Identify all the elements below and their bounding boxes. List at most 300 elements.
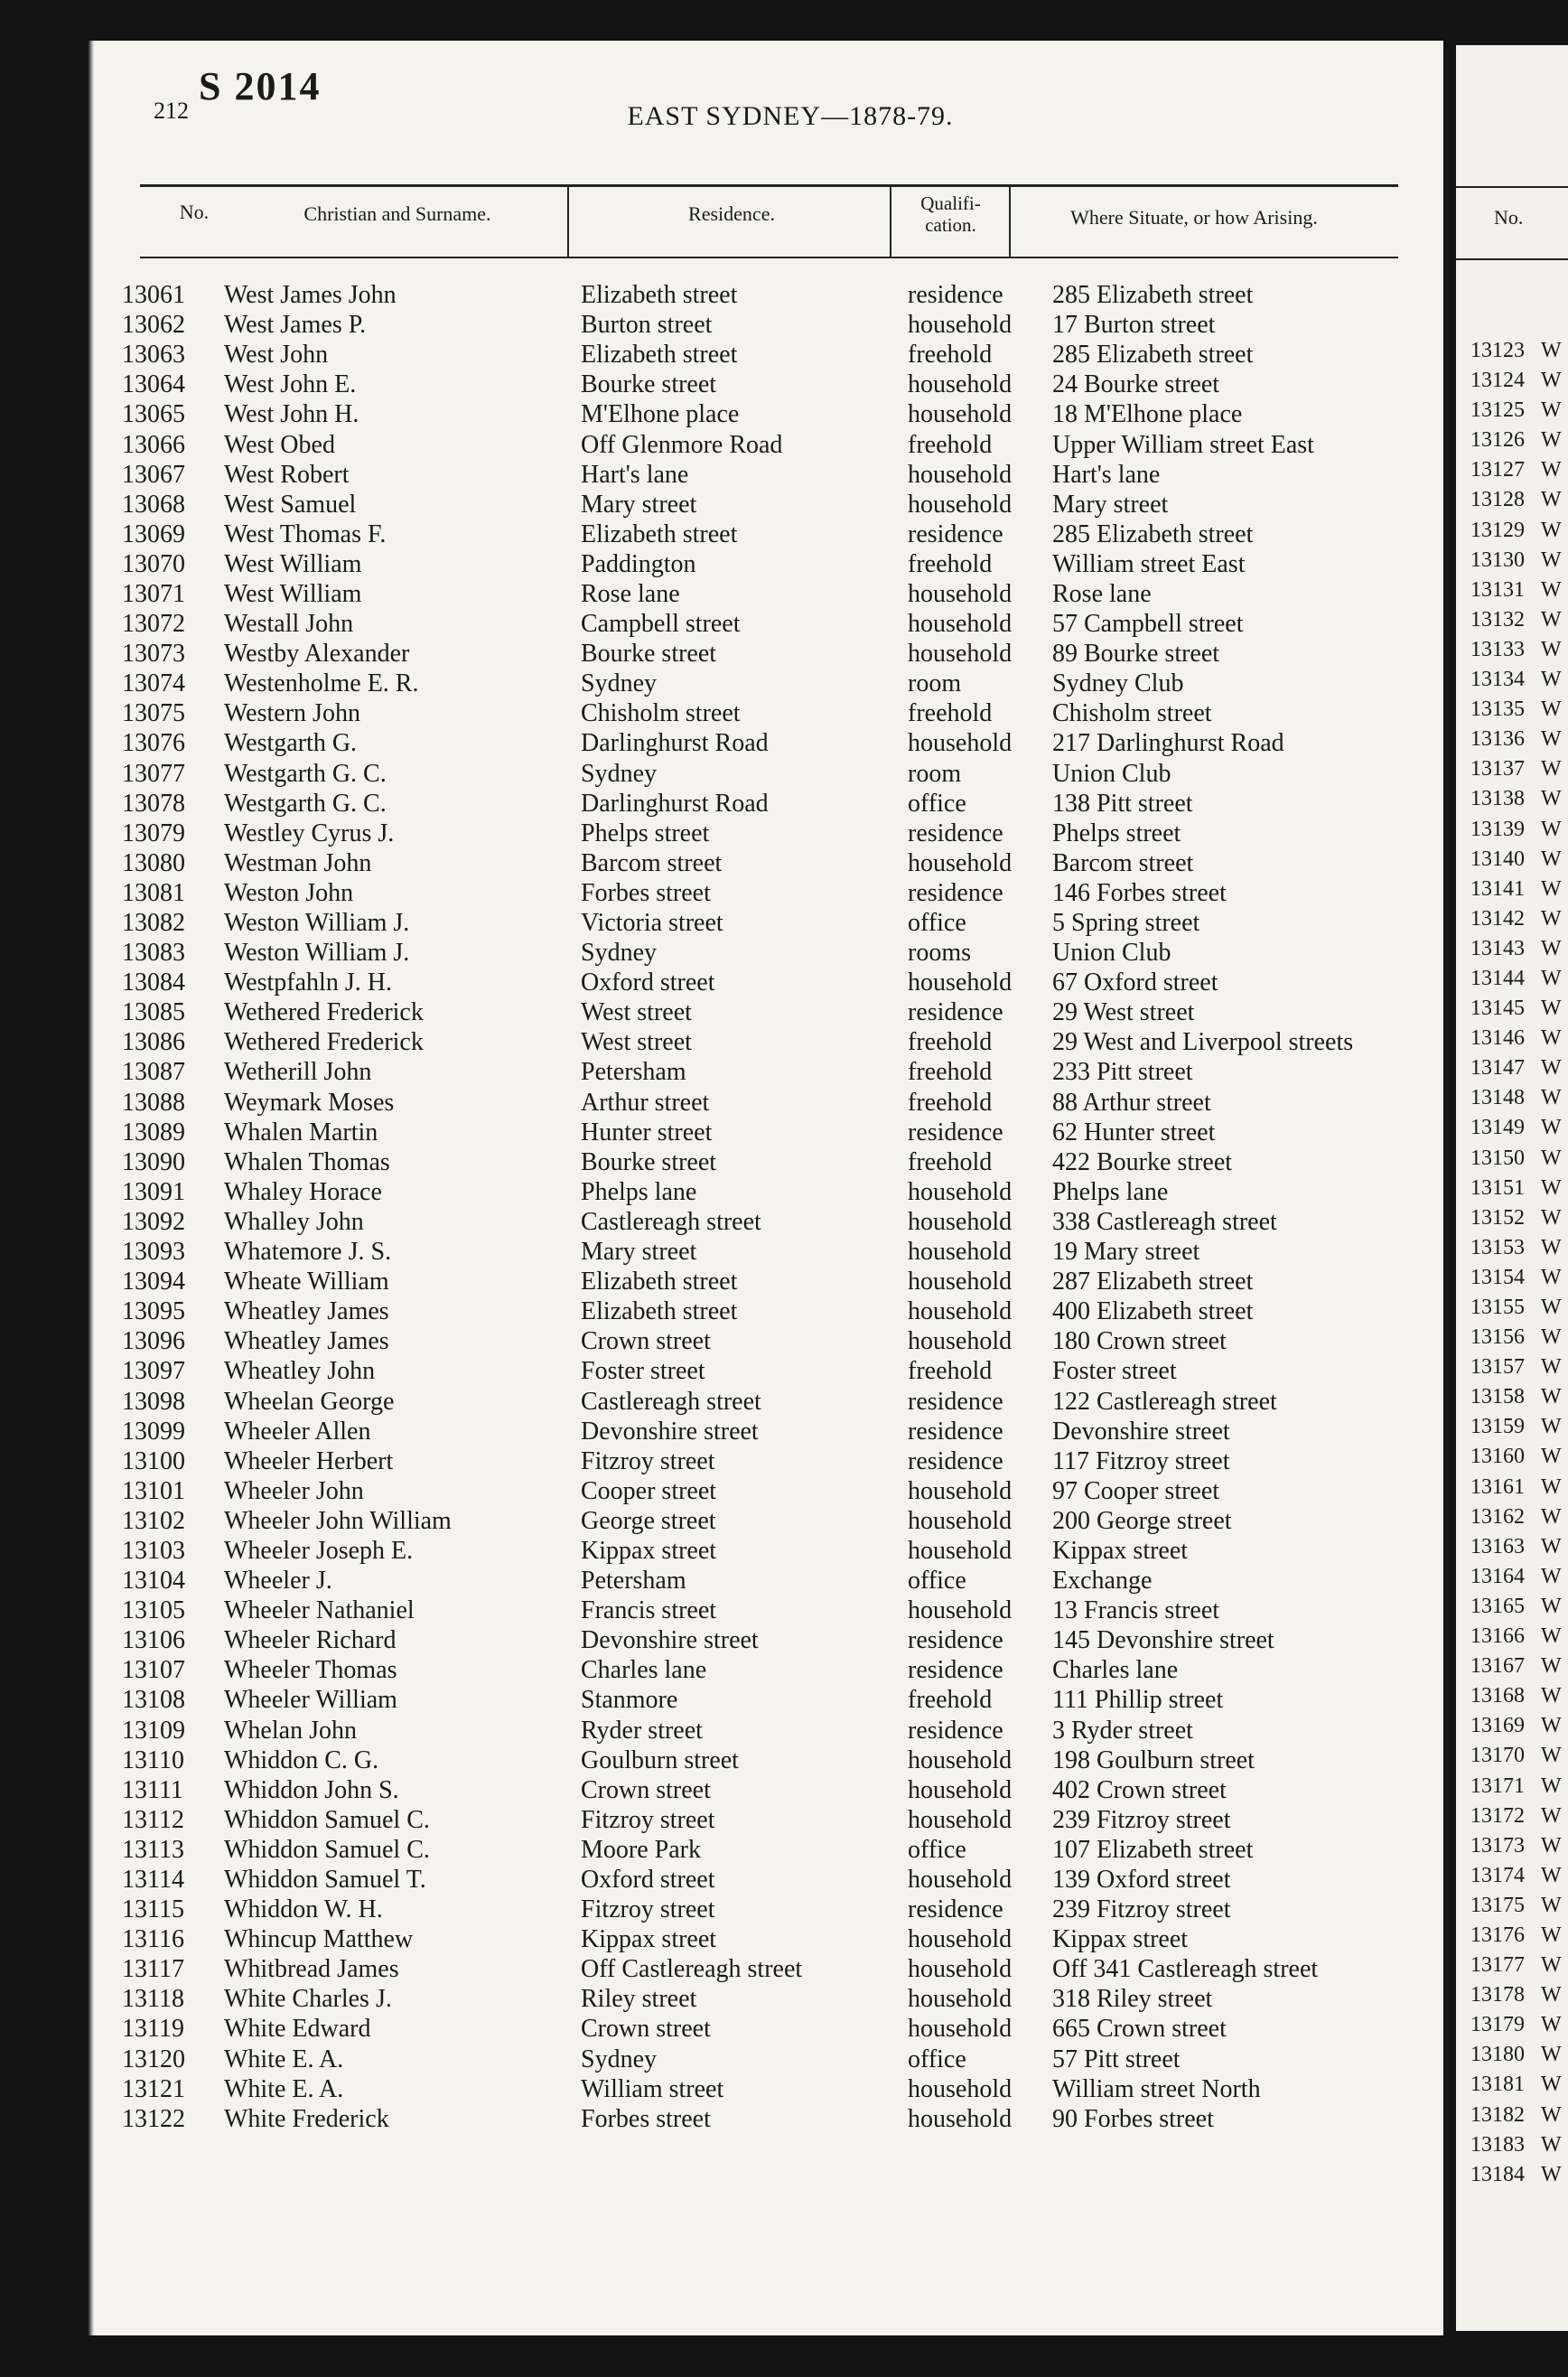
adjacent-row: [1470, 1801, 1562, 1831]
adjacent-entry-initial: W: [1541, 2043, 1562, 2067]
entry-name: White Charles J.: [224, 1985, 392, 2014]
entry-where: 107 Elizabeth street: [1052, 1835, 1254, 1864]
entry-number: 13068: [122, 490, 185, 519]
entry-qualification: office: [908, 1567, 966, 1596]
entry-where: 62 Hunter street: [1052, 1118, 1216, 1146]
table-row: [122, 399, 1414, 429]
adjacent-entry-initial: W: [1541, 369, 1562, 393]
entry-residence: Foster street: [581, 1357, 705, 1386]
entry-where: 24 Bourke street: [1052, 370, 1220, 399]
entry-name: Westman John: [224, 848, 372, 877]
adjacent-entry-number: 13131: [1470, 577, 1525, 602]
adjacent-entry-number: 13141: [1470, 876, 1525, 901]
entry-name: Wetherill John: [224, 1058, 372, 1087]
entry-where: 146 Forbes street: [1052, 878, 1227, 907]
entry-where: 239 Fitzroy street: [1052, 1895, 1231, 1924]
entry-qualification: freehold: [908, 1147, 993, 1176]
entry-where: Barcom street: [1052, 848, 1194, 877]
entry-qualification: household: [908, 969, 1013, 997]
adjacent-entry-number: 13165: [1470, 1594, 1525, 1618]
adjacent-entry-initial: W: [1541, 1086, 1562, 1110]
entry-qualification: residence: [908, 1626, 1003, 1655]
adjacent-row: [1470, 1323, 1562, 1352]
entry-number: 13082: [122, 909, 185, 938]
entry-name: Wheatley John: [224, 1357, 376, 1386]
column-header-no: No.: [179, 201, 210, 223]
entry-where: 57 Pitt street: [1052, 2045, 1181, 2073]
entry-number: 13107: [122, 1656, 185, 1685]
adjacent-row: [1470, 1592, 1562, 1622]
adjacent-entry-number: 13170: [1470, 1744, 1525, 1768]
entry-where: Hart's lane: [1052, 460, 1161, 489]
entry-number: 13071: [122, 579, 185, 608]
entry-where: 318 Riley street: [1052, 1985, 1213, 2014]
adjacent-row: [1470, 1233, 1562, 1263]
table-row: [122, 819, 1414, 848]
entry-qualification: household: [908, 1476, 1013, 1505]
entry-where: 180 Crown street: [1052, 1327, 1227, 1356]
entry-residence: Campbell street: [581, 610, 741, 639]
entry-number: 13070: [122, 549, 185, 578]
entry-name: Weston John: [224, 878, 354, 907]
entry-number: 13087: [122, 1058, 185, 1087]
adjacent-entry-number: 13151: [1470, 1175, 1525, 1200]
entry-residence: Oxford street: [581, 1866, 715, 1895]
adjacent-entry-initial: W: [1541, 2102, 1562, 2127]
table-row: [122, 1417, 1414, 1446]
entry-number: 13088: [122, 1088, 185, 1117]
adjacent-row: [1470, 336, 1562, 366]
column-header-name: Christian and Surname.: [303, 202, 491, 225]
entry-qualification: residence: [908, 1417, 1003, 1446]
entry-residence: Petersham: [581, 1567, 686, 1596]
entry-where: 88 Arthur street: [1052, 1088, 1211, 1117]
adjacent-entry-number: 13143: [1470, 936, 1525, 960]
entry-residence: Elizabeth street: [581, 1297, 738, 1326]
adjacent-entry-initial: W: [1541, 1773, 1562, 1798]
adjacent-entry-initial: W: [1541, 1833, 1562, 1858]
adjacent-entry-number: 13138: [1470, 787, 1525, 811]
entry-qualification: household: [908, 1596, 1013, 1625]
entry-where: 90 Forbes street: [1052, 2104, 1214, 2133]
entry-where: 13 Francis street: [1052, 1596, 1220, 1625]
adjacent-entry-initial: W: [1541, 1205, 1562, 1230]
table-row: [122, 1326, 1414, 1356]
entry-qualification: office: [908, 1835, 966, 1864]
entry-qualification: household: [908, 370, 1013, 399]
adjacent-entry-number: 13128: [1470, 488, 1525, 512]
adjacent-entry-initial: W: [1541, 1355, 1562, 1380]
table-row: [122, 1267, 1414, 1296]
adjacent-entry-number: 13173: [1470, 1833, 1525, 1858]
adjacent-entry-number: 13129: [1470, 518, 1525, 542]
adjacent-row: [1470, 1681, 1562, 1711]
adjacent-entry-number: 13161: [1470, 1474, 1525, 1499]
table-row: [122, 1207, 1414, 1237]
entry-name: Whincup Matthew: [224, 1925, 414, 1954]
entry-name: Westenholme E. R.: [224, 669, 419, 698]
table-row: [122, 1536, 1414, 1566]
adjacent-entry-number: 13145: [1470, 997, 1525, 1021]
adjacent-entry-initial: W: [1541, 1803, 1562, 1828]
entry-where: Off 341 Castlereagh street: [1052, 1955, 1319, 1984]
adjacent-row: [1470, 1053, 1562, 1083]
entry-residence: Oxford street: [581, 969, 715, 997]
adjacent-row: [1470, 1263, 1562, 1293]
entry-name: West William: [224, 549, 362, 578]
adjacent-row: [1470, 546, 1562, 576]
entry-residence: Goulburn street: [581, 1745, 739, 1774]
entry-qualification: freehold: [908, 549, 993, 578]
entry-where: Rose lane: [1052, 579, 1152, 608]
entry-qualification: office: [908, 2045, 966, 2073]
table-row: [122, 1296, 1414, 1326]
adjacent-row: [1470, 934, 1562, 964]
adjacent-entry-initial: W: [1541, 1654, 1562, 1679]
entry-name: Wheeler John: [224, 1476, 364, 1505]
adjacent-entry-number: 13149: [1470, 1116, 1525, 1140]
adjacent-entry-initial: W: [1541, 668, 1562, 692]
entry-name: Wheeler William: [224, 1686, 397, 1715]
adjacent-entry-initial: W: [1541, 847, 1562, 871]
entry-residence: Bourke street: [581, 640, 717, 669]
entry-where: Kippax street: [1052, 1536, 1189, 1565]
entry-qualification: residence: [908, 819, 1003, 847]
table-row: [122, 908, 1414, 938]
adjacent-entry-initial: W: [1541, 2073, 1562, 2097]
table-row: [122, 1716, 1414, 1745]
entry-residence: Forbes street: [581, 878, 711, 907]
entry-where: Mary street: [1052, 490, 1169, 519]
adjacent-entry-initial: W: [1541, 1953, 1562, 1978]
entry-number: 13089: [122, 1118, 185, 1146]
adjacent-row: [1470, 2010, 1562, 2040]
entry-qualification: rooms: [908, 939, 971, 968]
entry-number: 13117: [122, 1955, 184, 1984]
table-row: [122, 1476, 1414, 1506]
entry-qualification: household: [908, 1805, 1013, 1834]
table-row: [122, 1177, 1414, 1207]
adjacent-entry-number: 13139: [1470, 817, 1525, 841]
adjacent-row: [1470, 1622, 1562, 1652]
entry-where: Charles lane: [1052, 1656, 1179, 1685]
adjacent-entry-number: 13172: [1470, 1803, 1525, 1828]
adjacent-row: [1470, 815, 1562, 845]
table-row: [122, 728, 1414, 758]
entry-qualification: freehold: [908, 1686, 993, 1715]
entry-number: 13080: [122, 848, 185, 877]
adjacent-row: [1470, 2040, 1562, 2070]
entry-where: Exchange: [1052, 1567, 1153, 1596]
adjacent-entry-initial: W: [1541, 1564, 1562, 1588]
entry-name: Westgarth G.: [224, 729, 358, 758]
table-row: [122, 1356, 1414, 1386]
page-shadow: [89, 41, 94, 2335]
entry-name: Wheeler Richard: [224, 1626, 397, 1655]
entry-name: Whiddon W. H.: [224, 1895, 383, 1924]
entry-residence: Fitzroy street: [581, 1446, 715, 1475]
entry-name: West John: [224, 341, 329, 370]
adjacent-entry-number: 13158: [1470, 1385, 1525, 1409]
archive-stamp: S 2014: [199, 64, 322, 108]
adjacent-entry-initial: W: [1541, 757, 1562, 781]
entry-residence: Kippax street: [581, 1536, 717, 1565]
entry-number: 13095: [122, 1297, 185, 1326]
adjacent-entry-initial: W: [1541, 518, 1562, 542]
entry-residence: George street: [581, 1506, 716, 1535]
adjacent-row: [1470, 366, 1562, 396]
entry-where: 198 Goulburn street: [1052, 1745, 1255, 1774]
adjacent-row: [1470, 1711, 1562, 1741]
entry-number: 13081: [122, 878, 185, 907]
entry-where: 239 Fitzroy street: [1052, 1805, 1231, 1834]
table-row: [122, 1775, 1414, 1805]
entry-number: 13118: [122, 1985, 184, 2014]
page-number: 212: [154, 98, 189, 124]
entry-name: Whiddon Samuel T.: [224, 1866, 426, 1895]
entry-number: 13122: [122, 2104, 185, 2133]
entry-name: Wheatley James: [224, 1297, 389, 1326]
entry-residence: Cooper street: [581, 1476, 717, 1505]
adjacent-row: [1470, 1293, 1562, 1323]
entry-where: 138 Pitt street: [1052, 789, 1193, 818]
adjacent-entry-number: 13166: [1470, 1624, 1525, 1649]
entry-residence: Rose lane: [581, 579, 680, 608]
adjacent-row: [1470, 665, 1562, 695]
entry-residence: Mary street: [581, 490, 697, 519]
table-row: [122, 549, 1414, 579]
adjacent-entry-initial: W: [1541, 428, 1562, 453]
entry-qualification: residence: [908, 1387, 1003, 1416]
entry-qualification: household: [908, 400, 1013, 429]
entry-number: 13110: [122, 1745, 184, 1774]
column-divider-1: [567, 184, 569, 258]
entry-qualification: household: [908, 2074, 1013, 2103]
adjacent-entry-number: 13132: [1470, 607, 1525, 632]
entry-number: 13104: [122, 1567, 185, 1596]
table-row: [122, 310, 1414, 340]
entry-name: West John E.: [224, 370, 357, 399]
adjacent-entry-initial: W: [1541, 876, 1562, 901]
entry-where: 217 Darlinghurst Road: [1052, 729, 1284, 758]
adjacent-row: [1470, 1382, 1562, 1412]
adjacent-entry-number: 13152: [1470, 1205, 1525, 1230]
entry-residence: Off Glenmore Road: [581, 430, 783, 459]
table-row: [122, 1237, 1414, 1267]
entry-number: 13101: [122, 1476, 185, 1505]
entry-name: Wheeler Joseph E.: [224, 1536, 414, 1565]
adjacent-entry-initial: W: [1541, 1684, 1562, 1708]
entry-number: 13073: [122, 640, 185, 669]
entry-number: 13072: [122, 610, 185, 639]
column-divider-3: [1009, 184, 1011, 258]
entry-qualification: residence: [908, 1656, 1003, 1685]
entry-residence: Darlinghurst Road: [581, 789, 769, 818]
entry-qualification: freehold: [908, 1028, 993, 1057]
entry-where: 18 M'Elhone place: [1052, 400, 1243, 429]
adjacent-row: [1470, 1024, 1562, 1053]
adjacent-entry-number: 13137: [1470, 757, 1525, 781]
entry-number: 13111: [122, 1775, 183, 1804]
entry-qualification: household: [908, 729, 1013, 758]
entry-qualification: residence: [908, 1895, 1003, 1924]
adjacent-entry-number: 13140: [1470, 847, 1525, 871]
adjacent-entry-initial: W: [1541, 1146, 1562, 1170]
table-row: [122, 1057, 1414, 1087]
table-row: [122, 968, 1414, 997]
entry-name: Westpfahln J. H.: [224, 969, 392, 997]
adjacent-entry-number: 13174: [1470, 1863, 1525, 1887]
table-row: [122, 280, 1414, 310]
entry-name: Whiddon C. G.: [224, 1745, 379, 1774]
adjacent-column-header-no: No.: [1494, 206, 1524, 229]
adjacent-row: [1470, 964, 1562, 994]
adjacent-row: [1470, 1144, 1562, 1174]
adjacent-entry-initial: W: [1541, 1415, 1562, 1439]
table-row: [122, 1655, 1414, 1685]
entry-number: 13121: [122, 2074, 185, 2103]
adjacent-row: [1470, 845, 1562, 875]
adjacent-entry-initial: W: [1541, 1863, 1562, 1887]
adjacent-row: [1470, 1831, 1562, 1861]
entry-qualification: freehold: [908, 699, 993, 728]
entry-name: Whelan John: [224, 1716, 357, 1745]
adjacent-row: [1470, 875, 1562, 904]
adjacent-entry-initial: W: [1541, 906, 1562, 931]
entry-name: West James P.: [224, 311, 367, 340]
adjacent-row: [1470, 1442, 1562, 1472]
adjacent-row: [1470, 725, 1562, 754]
adjacent-entry-number: 13126: [1470, 428, 1525, 453]
entry-name: Whaley Horace: [224, 1177, 382, 1206]
entry-qualification: residence: [908, 878, 1003, 907]
adjacent-entry-number: 13163: [1470, 1534, 1525, 1558]
entry-qualification: household: [908, 1775, 1013, 1804]
entry-qualification: freehold: [908, 1058, 993, 1087]
entry-number: 13086: [122, 1028, 185, 1057]
entry-qualification: household: [908, 311, 1013, 340]
entry-name: Whalley John: [224, 1207, 364, 1236]
entry-residence: Arthur street: [581, 1088, 710, 1117]
entry-residence: Hunter street: [581, 1118, 713, 1146]
entry-qualification: household: [908, 1207, 1013, 1236]
entry-where: 665 Crown street: [1052, 2015, 1227, 2044]
entry-qualification: household: [908, 460, 1013, 489]
entry-number: 13097: [122, 1357, 185, 1386]
entry-number: 13067: [122, 460, 185, 489]
header-top-rule: [140, 184, 1398, 187]
entry-number: 13092: [122, 1207, 185, 1236]
entry-residence: Devonshire street: [581, 1626, 759, 1655]
entry-qualification: household: [908, 848, 1013, 877]
adjacent-row: [1470, 904, 1562, 934]
entry-residence: Fitzroy street: [581, 1895, 715, 1924]
entry-where: 400 Elizabeth street: [1052, 1297, 1254, 1326]
adjacent-entry-number: 13148: [1470, 1086, 1525, 1110]
entry-where: Foster street: [1052, 1357, 1177, 1386]
adjacent-entry-initial: W: [1541, 577, 1562, 602]
entry-name: West James John: [224, 281, 397, 310]
entry-qualification: residence: [908, 1446, 1003, 1475]
column-header-where: Where Situate, or how Arising.: [1070, 206, 1318, 229]
entry-name: Wheatley James: [224, 1327, 389, 1356]
entry-residence: Elizabeth street: [581, 1268, 738, 1296]
adjacent-entry-number: 13160: [1470, 1445, 1525, 1469]
entry-where: 17 Burton street: [1052, 311, 1216, 340]
entry-number: 13074: [122, 669, 185, 698]
entry-residence: Stanmore: [581, 1686, 678, 1715]
entry-residence: Sydney: [581, 2045, 657, 2073]
entry-where: 338 Castlereagh street: [1052, 1207, 1277, 1236]
table-row: [122, 429, 1414, 459]
entry-name: Westby Alexander: [224, 640, 410, 669]
adjacent-entry-initial: W: [1541, 339, 1562, 362]
adjacent-entry-initial: W: [1541, 1923, 1562, 1947]
entry-where: 285 Elizabeth street: [1052, 281, 1254, 310]
adjacent-entry-number: 13175: [1470, 1893, 1525, 1917]
entry-number: 13078: [122, 789, 185, 818]
entry-residence: Moore Park: [581, 1835, 701, 1864]
adjacent-row: [1470, 695, 1562, 725]
entry-residence: West street: [581, 998, 692, 1027]
adjacent-entry-number: 13178: [1470, 1983, 1525, 2007]
adjacent-entry-initial: W: [1541, 1624, 1562, 1649]
adjacent-entry-initial: W: [1541, 1893, 1562, 1917]
entry-qualification: household: [908, 1925, 1013, 1954]
entry-residence: Darlinghurst Road: [581, 729, 769, 758]
adjacent-row: [1470, 1921, 1562, 1951]
entry-name: Wheeler Thomas: [224, 1656, 397, 1685]
entry-number: 13112: [122, 1805, 184, 1834]
adjacent-entry-initial: W: [1541, 1983, 1562, 2007]
adjacent-entry-number: 13127: [1470, 458, 1525, 482]
entry-number: 13076: [122, 729, 185, 758]
entry-name: Westgarth G. C.: [224, 759, 387, 788]
entry-name: Wheeler J.: [224, 1567, 332, 1596]
adjacent-entry-initial: W: [1541, 1744, 1562, 1768]
entry-qualification: freehold: [908, 341, 993, 370]
adjacent-row: [1470, 994, 1562, 1024]
entry-name: Weston William J.: [224, 939, 410, 968]
entry-residence: Castlereagh street: [581, 1207, 761, 1236]
adjacent-header-bottom-rule: [1456, 258, 1568, 260]
entry-residence: West street: [581, 1028, 692, 1057]
table-row: [122, 1895, 1414, 1924]
entry-number: 13066: [122, 430, 185, 459]
table-row: [122, 938, 1414, 968]
entry-qualification: freehold: [908, 1088, 993, 1117]
entry-qualification: freehold: [908, 1357, 993, 1386]
entry-residence: Bourke street: [581, 370, 717, 399]
adjacent-row: [1470, 485, 1562, 515]
entry-number: 13083: [122, 939, 185, 968]
entry-where: 145 Devonshire street: [1052, 1626, 1274, 1655]
adjacent-entry-number: 13124: [1470, 369, 1525, 393]
entry-name: White Frederick: [224, 2104, 389, 2133]
entry-name: Wethered Frederick: [224, 1028, 424, 1057]
entry-qualification: household: [908, 1238, 1013, 1267]
adjacent-entry-number: 13133: [1470, 637, 1525, 661]
entry-residence: Kippax street: [581, 1925, 717, 1954]
page-title: EAST SYDNEY—1878-79.: [627, 101, 954, 131]
adjacent-entry-number: 13164: [1470, 1564, 1525, 1588]
table-row: [122, 1685, 1414, 1715]
table-row: [122, 1745, 1414, 1775]
entry-where: 57 Campbell street: [1052, 610, 1244, 639]
entry-residence: Sydney: [581, 669, 657, 698]
table-row: [122, 490, 1414, 519]
table-row: [122, 1027, 1414, 1057]
